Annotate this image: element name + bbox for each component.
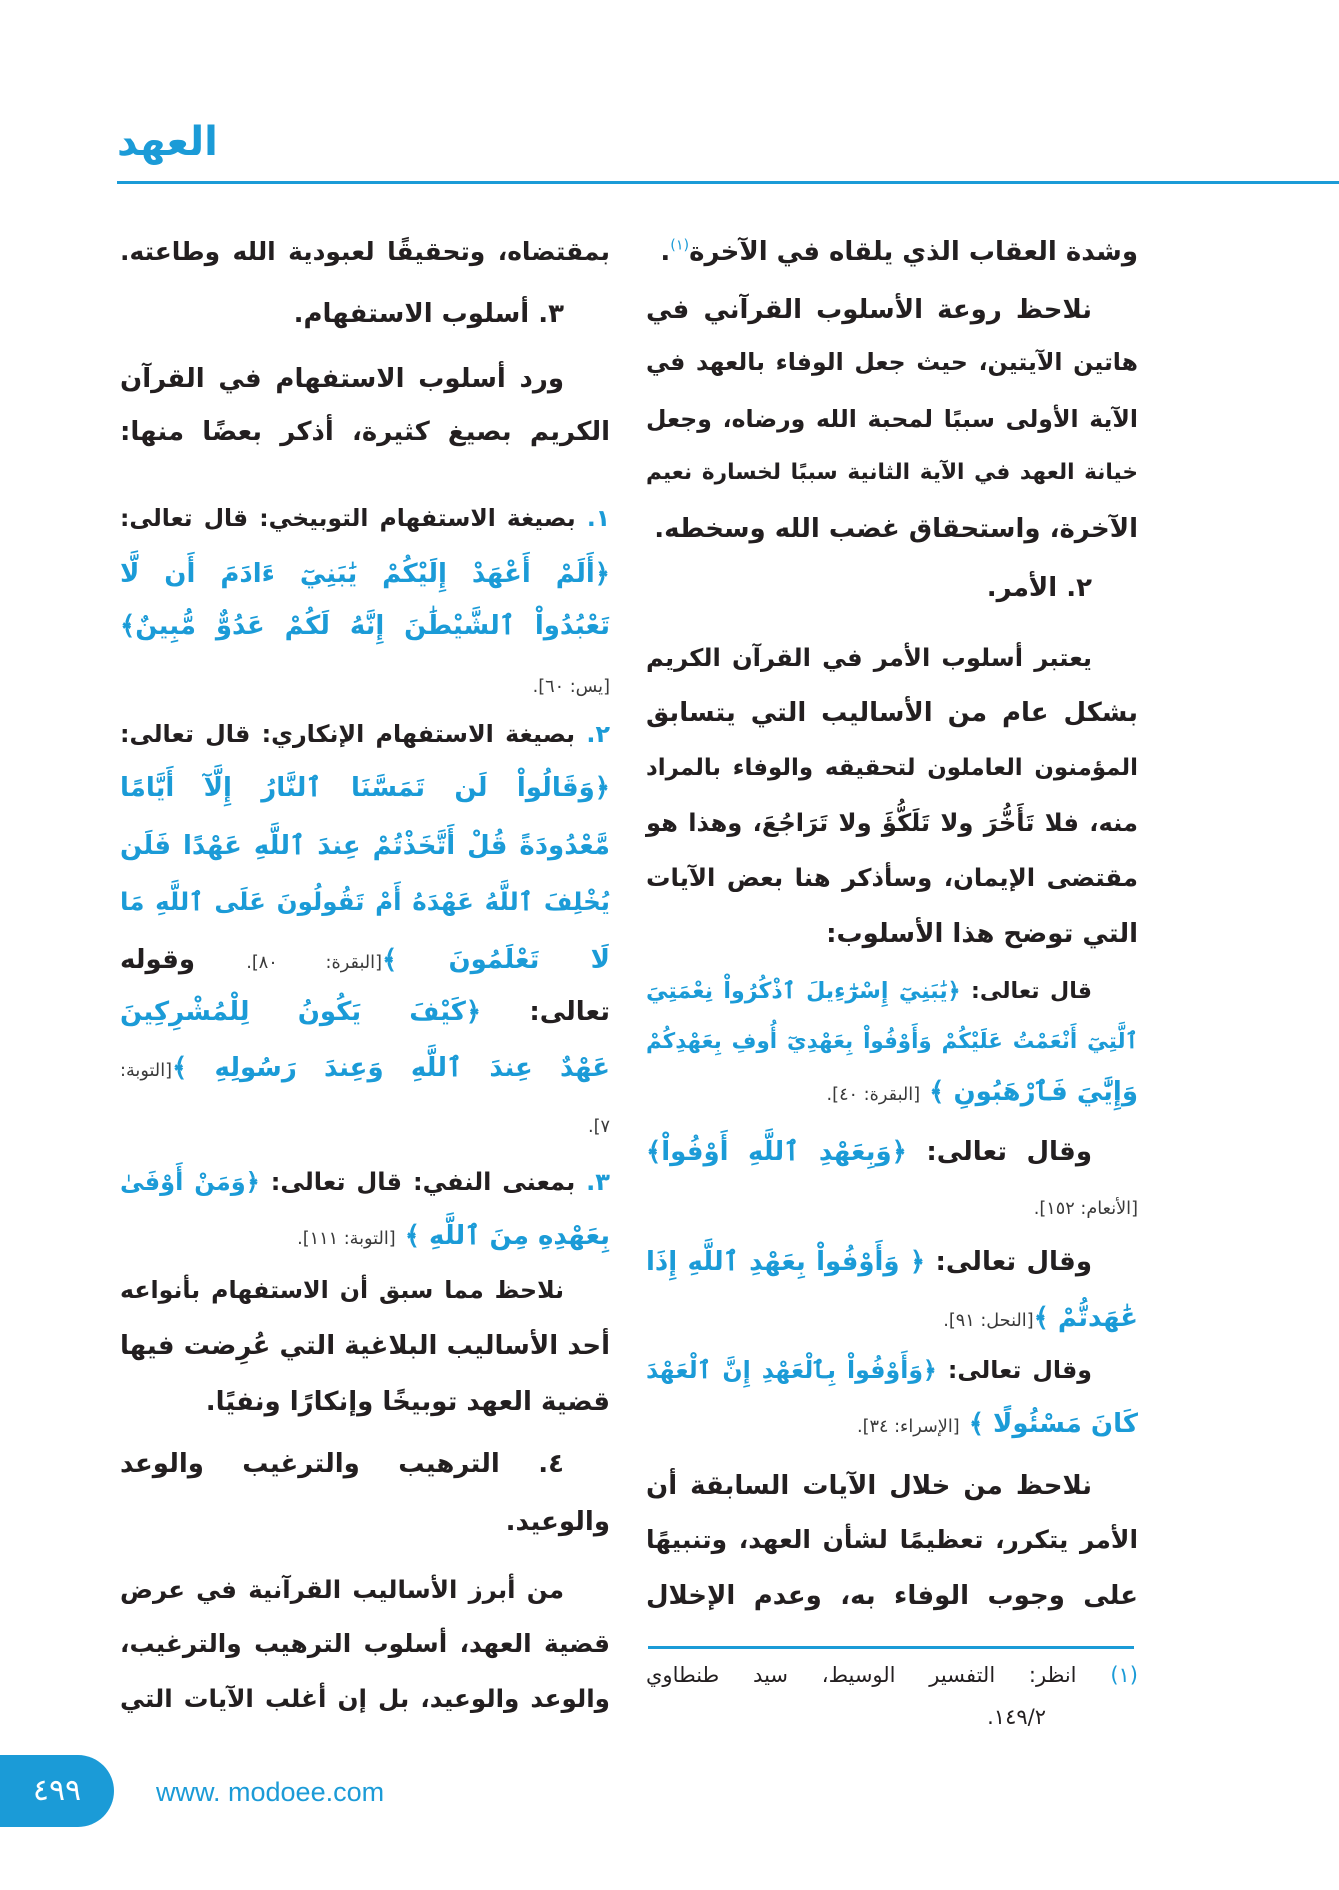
quran-text: ﴿وَأَوْفُواْ بِٱلْعَهْدِ إِنَّ ٱلْعَهْدَ (646, 1356, 937, 1384)
footnote-text: انظر: التفسير الوسيط، سيد طنطاوي (646, 1663, 1077, 1687)
lead-text: وقال تعالى: (947, 1356, 1093, 1384)
paragraph-line: يعتبر أسلوب الأمر في القرآن الكريم (646, 643, 1092, 672)
quran-text: ﴿يَٰبَنِيٓ إِسْرَٰٓءِيلَ ٱذْكُرُواْ نِعْمَتِيَ (646, 978, 961, 1004)
verse-reference: [الأنعام: ١٥٢]. (1033, 1199, 1138, 1219)
section-heading: ٢. الأمر. (986, 573, 1092, 603)
list-number: ٢. (586, 720, 610, 748)
verse-line (120, 989, 610, 1035)
verse-line (120, 1101, 610, 1147)
line-punctuation: . (660, 237, 671, 267)
quran-text: تَعْبُدُواْ ٱلشَّيْطَٰنَ إِنَّهُ لَكُمْ عَدُوٌّ مُّبِينٌ﴾ (120, 611, 610, 641)
paragraph-line: من أبرز الأساليب القرآنية في عرض (120, 1575, 564, 1604)
paragraph-line: التي توضح هذا الأسلوب: (826, 919, 1138, 949)
paragraph-line: والوعد والوعيد، بل إن أغلب الآيات التي (120, 1684, 610, 1713)
paragraph-line: منه، فلا تَأَخُّرَ ولا تَلَكُّؤَ ولا تَرَاجُعَ، وهذا هو (646, 809, 1138, 837)
list-item (120, 1159, 610, 1205)
verse-line (646, 1129, 1138, 1175)
verse-line (120, 937, 610, 983)
quran-text: ﴿أَلَمْ أَعْهَدْ إِلَيْكُمْ يَٰبَنِيٓ ءَادَمَ أَن لَّا (120, 559, 610, 589)
lead-text: بصيغة الاستفهام الإنكاري: قال تعالى: (120, 720, 576, 748)
verse-line (120, 1045, 610, 1091)
lead-text: وقال تعالى: (935, 1247, 1092, 1277)
quran-text: ﴿كَيْفَ يَكُونُ لِلْمُشْرِكِينَ (120, 997, 482, 1027)
verse-reference: [البقرة: ٤٠]. (826, 1085, 921, 1105)
section-heading: والوعيد. (505, 1507, 610, 1537)
paragraph-line (646, 229, 1138, 275)
paragraph-line: أحد الأساليب البلاغية التي عُرِضت فيها (120, 1331, 610, 1361)
verse-line (646, 1019, 1138, 1065)
verse-line (120, 879, 610, 925)
lead-text: بصيغة الاستفهام التوبيخي: قال تعالى: (120, 504, 576, 532)
lead-text: وقال تعالى: (926, 1137, 1092, 1167)
paragraph-line: نلاحظ روعة الأسلوب القرآني في (646, 295, 1092, 325)
verse-reference: [البقرة: ٨٠]. (246, 953, 382, 973)
quran-text: ﴿ وَأَوْفُواْ بِعَهْدِ ٱللَّهِ إِذَا (646, 1247, 926, 1277)
paragraph-line: الآية الأولى سببًا لمحبة الله ورضاه، وجعل (646, 405, 1138, 433)
verse-line (646, 1069, 1138, 1115)
paragraph-line: نلاحظ مما سبق أن الاستفهام بأنواعه (120, 1276, 564, 1304)
footnote (646, 1658, 1138, 1692)
verse-line (120, 551, 610, 597)
paragraph-line: مقتضى الإيمان، وسأذكر هنا بعض الآيات (646, 863, 1138, 892)
paragraph-line: المؤمنون العاملون لتحقيقه والوفاء بالمراد (646, 755, 1138, 781)
paragraph-line: قضية العهد توبيخًا وإنكارًا ونفيًا. (205, 1387, 610, 1417)
page-number: ٤٩٩ (0, 1755, 114, 1827)
list-item (120, 711, 610, 757)
left-column (120, 0, 610, 1740)
footnote-marker: (١) (1110, 1663, 1138, 1687)
quran-text: كَانَ مَسْئُولًا ﴾ (968, 1409, 1138, 1439)
verse-line (120, 823, 610, 869)
right-column (646, 0, 1138, 1740)
paragraph-line: الأمر يتكرر، تعظيمًا لشأن العهد، وتنبيهًا (646, 1525, 1138, 1554)
lead-text: تعالى: (529, 997, 610, 1027)
list-item (120, 495, 610, 541)
website-url: www. modoee.com (156, 1777, 385, 1807)
quran-text: بِعَهْدِهِ مِنَ ٱللَّهِ ﴾ (404, 1221, 610, 1251)
paragraph-line: خيانة العهد في الآية الثانية سببًا لخسارة نعيم (646, 460, 1138, 485)
quran-text: لَا تَعْلَمُونَ ﴾ (381, 945, 610, 975)
verse-reference: [الإسراء: ٣٤]. (856, 1417, 960, 1437)
verse-line (646, 1183, 1138, 1229)
paragraph-line: الكريم بصيغ كثيرة، أذكر بعضًا منها: (120, 417, 610, 447)
verse-reference: [التوبة: ١١١]. (297, 1229, 396, 1249)
paragraph-line: نلاحظ من خلال الآيات السابقة أن (646, 1471, 1092, 1501)
paragraph-line: ورد أسلوب الاستفهام في القرآن (120, 364, 564, 394)
verse-reference: [التوبة: (120, 1061, 172, 1081)
line-text: وشدة العقاب الذي يلقاه في الآخرة (689, 237, 1138, 267)
verse-line (120, 765, 610, 811)
quran-text: وَإِيَّٰيَ فَٱرْهَبُونِ ﴾ (929, 1077, 1138, 1107)
footnote-reference: (١) (670, 237, 690, 254)
section-heading: ٤. الترهيب والترغيب والوعد (120, 1449, 564, 1479)
paragraph-line: على وجوب الوفاء به، وعدم الإخلال (646, 1581, 1138, 1611)
footnote-separator (648, 1646, 1134, 1649)
verse-reference: [النحل: ٩١]. (943, 1311, 1034, 1331)
line-text: وقوله (120, 945, 196, 975)
quran-text: ﴿وَبِعَهْدِ ٱللَّهِ أَوْفُواْ﴾ (646, 1137, 907, 1167)
verse-line (120, 1213, 610, 1259)
quran-text: ﴿وَقَالُواْ لَن تَمَسَّنَا ٱلنَّارُ إِلَّآ أَيَّامًا (120, 773, 610, 803)
quran-text: يُخْلِفَ ٱللَّهُ عَهْدَهُ أَمْ تَقُولُونَ عَلَى ٱللَّهِ مَا (120, 887, 610, 916)
quran-text: ٱلَّتِيٓ أَنْعَمْتُ عَلَيْكُمْ وَأَوْفُواْ بِعَهْدِيٓ أُوفِ بِعَهْدِكُمْ (646, 1029, 1138, 1054)
verse-line (120, 603, 610, 649)
verse-line (646, 1401, 1138, 1447)
paragraph-line: الآخرة، واستحقاق غضب الله وسخطه. (654, 514, 1138, 544)
verse-line (120, 661, 610, 707)
section-heading: ٣. أسلوب الاستفهام. (293, 299, 564, 329)
lead-text: قال تعالى: (971, 978, 1092, 1004)
verse-reference: ٧]. (587, 1117, 610, 1137)
paragraph-line: هاتين الآيتين، حيث جعل الوفاء بالعهد في (646, 348, 1138, 376)
paragraph-line: بشكل عام من الأساليب التي يتسابق (646, 698, 1138, 728)
lead-text: بمعنى النفي: قال تعالى: (270, 1168, 576, 1196)
verse-line (646, 1239, 1138, 1285)
paragraph-line: قضية العهد، أسلوب الترهيب والترغيب، (120, 1629, 610, 1658)
verse-line (646, 1295, 1138, 1341)
list-number: ١. (586, 504, 610, 532)
quran-text: عَهْدٌ عِندَ ٱللَّهِ وَعِندَ رَسُولِهِ ﴾ (172, 1053, 610, 1083)
quran-text: ﴿وَمَنْ أَوْفَىٰ (120, 1168, 260, 1196)
chapter-title: العهد (117, 119, 218, 165)
verse-line (646, 1347, 1138, 1393)
verse-reference: [يس: ٦٠]. (532, 677, 610, 697)
verse-line (646, 968, 1138, 1014)
paragraph-line: بمقتضاه، وتحقيقًا لعبودية الله وطاعته. (120, 237, 610, 266)
quran-text: مَّعْدُودَةً قُلْ أَتَّخَذْتُمْ عِندَ ٱللَّهِ عَهْدًا فَلَن (120, 831, 610, 861)
list-number: ٣. (586, 1168, 610, 1196)
footnote-continuation: ١٤٩/٢. (987, 1705, 1046, 1729)
quran-text: عَٰهَدتُّمْ ﴾ (1033, 1303, 1138, 1333)
